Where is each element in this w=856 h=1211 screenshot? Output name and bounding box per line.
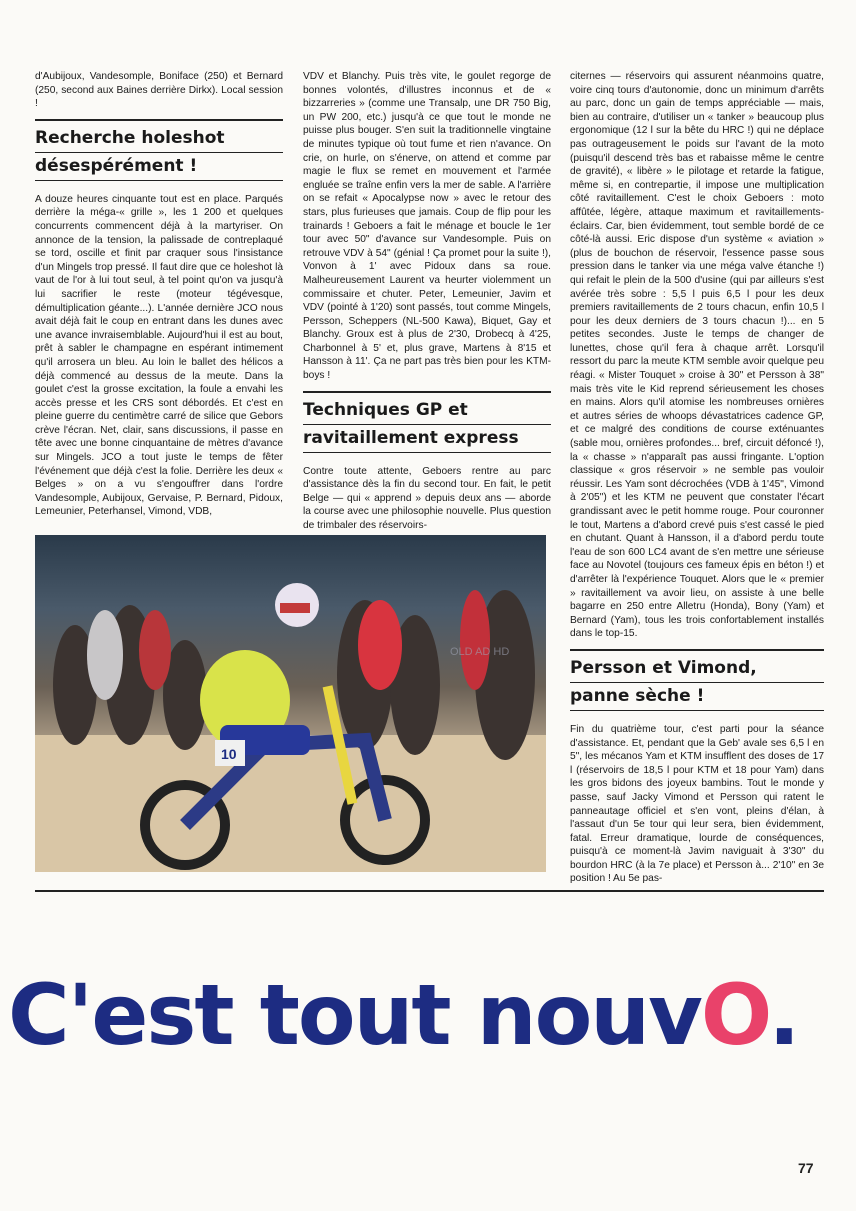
section-heading-techniques [303, 391, 551, 455]
divider-line [35, 890, 824, 892]
watermark: OLD AD HD [450, 646, 510, 658]
column-2 [303, 70, 551, 533]
section-heading-holeshot [35, 119, 283, 183]
heading-line: désespérément ! [35, 153, 283, 181]
heading-line: Techniques GP et [303, 397, 551, 425]
page-number: 77 [798, 1160, 814, 1176]
section-heading-persson [570, 649, 824, 713]
heading-line: ravitaillement express [303, 425, 551, 453]
heading-line: Recherche holeshot [35, 125, 283, 153]
body-paragraph: VDV et Blanchy. Puis très vite, le goulet regorge de bonnes volontés, d'illustres inconnus et de « bizzarreries » (comme une Transalp, une DR 750 Big, un PW 200, etc.) jusqu'à ce que tout le monde ne puisse plus bouger. S'en suit la traditionnelle vingtaine de minutes typique où tout fume et rien n'avance. On crie, on hurle, on s'énerve, on attend et comme par magie le flux se remet en mouvement et l'armée engluée se traîne enfin vers la mer de sable. A l'arrière on se refait « Apocalypse now » avec le retour des stars, plus furieuses que jamais. Coup de flip pour les trainards ! Geboers a fait le ménage et boucle le 1er tour avec 50" d'avance sur Vandesomple. Puis on retrouve VDV à 54" (génial ! Ça promet pour la suite !), Vonvon à 1' avec Pidoux dans sa roue. Malheureusement Laurent va heurter violemment un commissaire et chuter. Peter, Lemeunier, Javim et VDV (pointé à 1'20) sont passés, tout comme Mingels, Persson, Scheppers (NL-500 Kawa), Biquet, Gay et Blanchy. Groux est à plus de 2'30, Drobecq à 4'25, Charbonnel à 5' et, plus grave, Martens à 8'15 et Hansson à 11'. Ça ne part pas très bien pour les KTM-boys ! [303, 71, 551, 382]
ad-slogan [8, 965, 848, 1065]
column-3 [570, 70, 824, 886]
body-paragraph: A douze heures cinquante tout est en place. Parqués derrière la méga-« grille », les 1 200 et quelques concurrents commencent déjà à la martyriser. On annonce de la tension, la palissade de contreplaqué se tord, oscille et finit par craquer sous l'insistance d'un Mingels trop pressé. Il faut dire que ce holeshot là vaut de l'or à lui tout seul, à tel point qu'on va jusqu'à lui sacrifier le reste (moteur tégévesque, démultiplication géante...). L'année dernière JCO nous avait déjà fait le coup en entrant dans les dunes avec une avance invraisemblable. Aujourd'hui il est au bout, prêt à sabler le champagne en espérant intimement qu'il arrosera un bleu. Au loin le ballet des hélicos a déjà commencé au dessus de la meute. Dans la goulet c'est la grosse excitation, la foule a envahi les accès presse et les CRS sont débordés. Et c'est en pleine guerre du centimètre carré de silice que Gebors crève l'écran. Net, clair, sans discussions, il passe en tête avec une bonne cinquantaine de mètres d'avance sur Mingels. JCO a tout juste le temps de fêter l'événement que déjà c'est la folie. Derrière les deux « Belges » on a vu s'engouffrer dans l'ordre Vandesomple, Aubijoux, Gervaise, P. Bernard, Pidoux, Lemeunier, Peterhansel, Vimond, VDB, [35, 193, 283, 518]
body-paragraph: Fin du quatrième tour, c'est parti pour la séance d'assistance. Et, pendant que la Geb' avale ses 6,5 l en 5", les mécanos Yam et KTM insufflent des doses de 17 l (réservoirs de 18,5 l pour KTM et 18 pour Yam) dans les gros bidons des joyeux bambins. Tout le monde y passe, sauf Jacky Vimond et Persson qui ratent le panneautage officiel et s'en vont, pleins d'élan, à l'assaut d'un 5e tour qui leur sera, bien évidemment, fatal. Erreur dramatique, lourde de conséquences, puisqu'à ce moment-là Javim naviguait à 3'30" du bourdon HRC (à la 7e place) et Persson à... 2'10" en 3e position ! Au 5e pas- [570, 723, 824, 885]
photo-illustration [35, 535, 546, 872]
slogan-main: C'est tout nouv [8, 966, 701, 1064]
slogan-o: O [700, 966, 769, 1064]
plate-number: 10 [221, 746, 237, 762]
column-1 [35, 70, 283, 519]
slogan-end: . [768, 966, 799, 1064]
heading-line: panne sèche ! [570, 683, 824, 711]
body-paragraph: Contre toute attente, Geboers rentre au parc d'assistance dès la fin du second tour. En fait, le petit Belge — qui « apprend » depuis deux ans — aborde la course avec une philosophie nouvelle. Plus question de trimbaler des réservoirs- [303, 465, 551, 532]
intro-paragraph: d'Aubijoux, Vandesomple, Boniface (250) et Bernard (250, second aux Baines derrière Dirkx). Local session ! [35, 71, 283, 110]
body-paragraph: citernes — réservoirs qui assurent néanmoins quatre, voire cinq tours d'autonomie, donc un minimum d'arrêts au parc, donc un gain de temps appréciable — mais, bien au contraire, d'utiliser un « tanker » beaucoup plus ergonomique (12 l sur la bête du HRC !) qui ne déplace pas outrageusement le poids sur l'avant de la moto (puisqu'il descend très bas et rabaisse même le centre de gravité), « libère » le pilotage et retarde la fatigue, même si, en contrepartie, il impose une multiplication côté ravitaillement. C'est le choix Geboers : moto affûtée, légère, attaque maximum et ravitaillements-éclairs. Car, bien évidemment, tout semble bordé de ce côté-là aussi. Eric dispose d'un système « aviation » (plus de bouchon de réservoir, l'essence passe sous pression dans le tanker via une méga valve étanche !) qui refait le plein de la 500 d'usine (qui par ailleurs s'est avérée très sobre : 5,5 l puis 6,5 l pour les deux premiers ravitaillements de 2 tours chacun, enfin 10,5 l pour les deux derniers de 3 tours chacun !)... en 5 petites secondes. Juste le temps de changer de lunettes, chose qu'il fera à chaque arrêt. Lorsqu'il ressort du parc la meute KTM semble avoir quelque peu réagi. « Mister Touquet » croise à 30" et Persson à 38" mais très vite le Kid reprend sérieusement les choses en mains. Alors qu'il atomise les nombreuses ornières et autres séries de whoops dévastatrices cadence GP, et ce malgré des conditions de course exténuantes (sable mou, ornières profondes... bref, circuit défoncé !), la « chasse » n'apparaît pas aussi fringante. L'option classique « gros réservoir » ne semble pas vouloir réussir. Les Yam sont décrochées (VDB à 1'45", Vimond à 2'05") et les KTM ne peuvent que constater l'écart grandissant avec le petit homme rouge. Pour couronner le tout, Martens a d'abord crevé puis s'est cassé le pied en chutant. Quant à Hansson, il a d'abord perdu toute l'eau de son 600 LC4 avant de s'en mettre une sérieuse face au Novotel (toujours ces fameux épis en béton !) et d'arrêter là l'expérience Touquet. Alors que le « premier » ravitaillement va avoir lieu, on assiste à une belle bagarre en 250 entre Alletru (Honda), Bony (Yam) et Bernard (Yam), tous les trois confortablement installés dans le top-15. [570, 71, 824, 640]
motocross-photo [35, 535, 546, 872]
heading-line: Persson et Vimond, [570, 655, 824, 683]
